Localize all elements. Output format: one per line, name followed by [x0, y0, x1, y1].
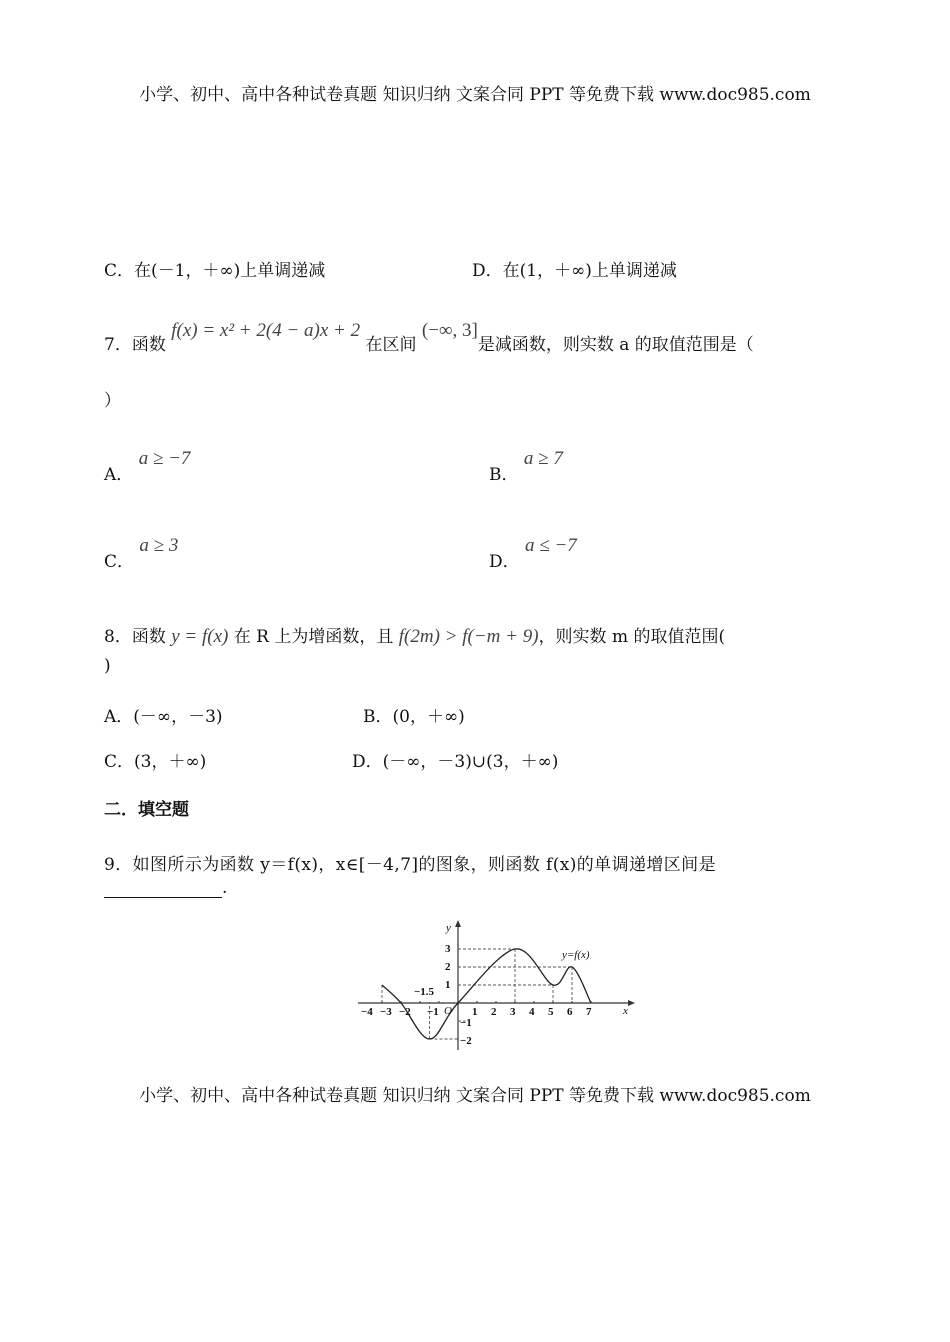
x-tick-label: −4 [361, 1006, 373, 1018]
y-tick-label: −1 [460, 1017, 472, 1029]
y-tick-label: 2 [445, 961, 451, 973]
q8-suffix: ，则实数 m 的取值范围( [538, 627, 726, 647]
q9-stem: 9．如图所示为函数 y＝f(x)，x∈[－4,7]的图象，则函数 f(x)的单调递增区间是 [104, 855, 716, 875]
x-tick-label: 7 [586, 1006, 592, 1018]
x-tick-label: 2 [491, 1006, 497, 1018]
q8-prefix: 8．函数 [104, 627, 166, 647]
q6-option-d: D．在(1，＋∞)上单调递减 [472, 261, 677, 281]
q7-option-d [489, 531, 577, 572]
q7-option-b-label: B． [489, 465, 519, 485]
q8-option-a: A．(－∞，－3) [104, 707, 223, 727]
marker-label: −1.5 [414, 986, 435, 998]
y-tick-label: 1 [445, 979, 451, 991]
q9-end: . [222, 878, 228, 898]
axis-y-label: y [446, 922, 451, 934]
q7-option-c-math: a ≥ 3 [139, 535, 179, 556]
function-graph [350, 915, 640, 1055]
q6-option-c: C．在(－1，＋∞)上单调递减 [104, 261, 326, 281]
q7-option-a [104, 444, 191, 485]
q8-close: ) [104, 656, 111, 676]
y-tick-label: 3 [445, 943, 451, 955]
x-tick-label: −1 [427, 1006, 439, 1018]
q9-blank [104, 879, 222, 898]
section-title: 二．填空题 [104, 800, 189, 820]
y-axis-arrow [455, 920, 461, 927]
origin-label: O [444, 1005, 452, 1017]
q8-mid: 在 R 上为增函数，且 [233, 627, 394, 647]
q8-stem [104, 622, 725, 648]
q7-option-b [489, 444, 563, 485]
q7-function: f(x) = x² + 2(4 − a)x + 2 [171, 320, 361, 341]
page-header: 小学、初中、高中各种试卷真题 知识归纳 文案合同 PPT 等免费下载 www.doc985.com [139, 85, 811, 105]
q9-answer-line [104, 878, 227, 898]
x-tick-label: 4 [529, 1006, 535, 1018]
q8-option-d: D．(－∞，－3)∪(3，＋∞) [352, 752, 559, 772]
q8-function: y = f(x) [171, 626, 229, 647]
x-tick-label: 5 [548, 1006, 554, 1018]
q7-interval: (−∞, 3] [421, 320, 478, 341]
q8-option-c: C．(3，＋∞) [104, 752, 207, 772]
q7-option-d-label: D． [489, 552, 520, 572]
q7-suffix: 是减函数，则实数 a 的取值范围是（ [477, 335, 754, 355]
page-footer: 小学、初中、高中各种试卷真题 知识归纳 文案合同 PPT 等免费下载 www.doc985.com [139, 1086, 811, 1106]
q8-option-b: B．(0，＋∞) [363, 707, 465, 727]
x-tick-label: 3 [510, 1006, 516, 1018]
q7-option-b-math: a ≥ 7 [523, 448, 563, 469]
q7-option-c-label: C． [104, 552, 135, 572]
x-tick-label: −2 [399, 1006, 411, 1018]
y-tick-label: −2 [460, 1035, 472, 1047]
q7-close: ） [104, 391, 121, 411]
x-tick-label: −3 [380, 1006, 392, 1018]
q7-mid: 在区间 [365, 335, 417, 355]
axis-x-label: x [623, 1005, 628, 1017]
x-tick-label: 6 [567, 1006, 573, 1018]
curve-label: y=f(x) [562, 949, 590, 961]
q7-option-a-math: a ≥ −7 [138, 448, 191, 469]
q7-option-d-math: a ≤ −7 [525, 535, 577, 556]
x-tick-label: 1 [472, 1006, 478, 1018]
q7-option-c [104, 531, 179, 572]
q7-option-a-label: A． [104, 465, 134, 485]
q7-stem [104, 316, 754, 355]
q8-inequality: f(2m) > f(−m + 9) [398, 626, 539, 647]
q7-prefix: 7．函数 [104, 335, 166, 355]
x-axis-arrow [628, 1000, 635, 1006]
